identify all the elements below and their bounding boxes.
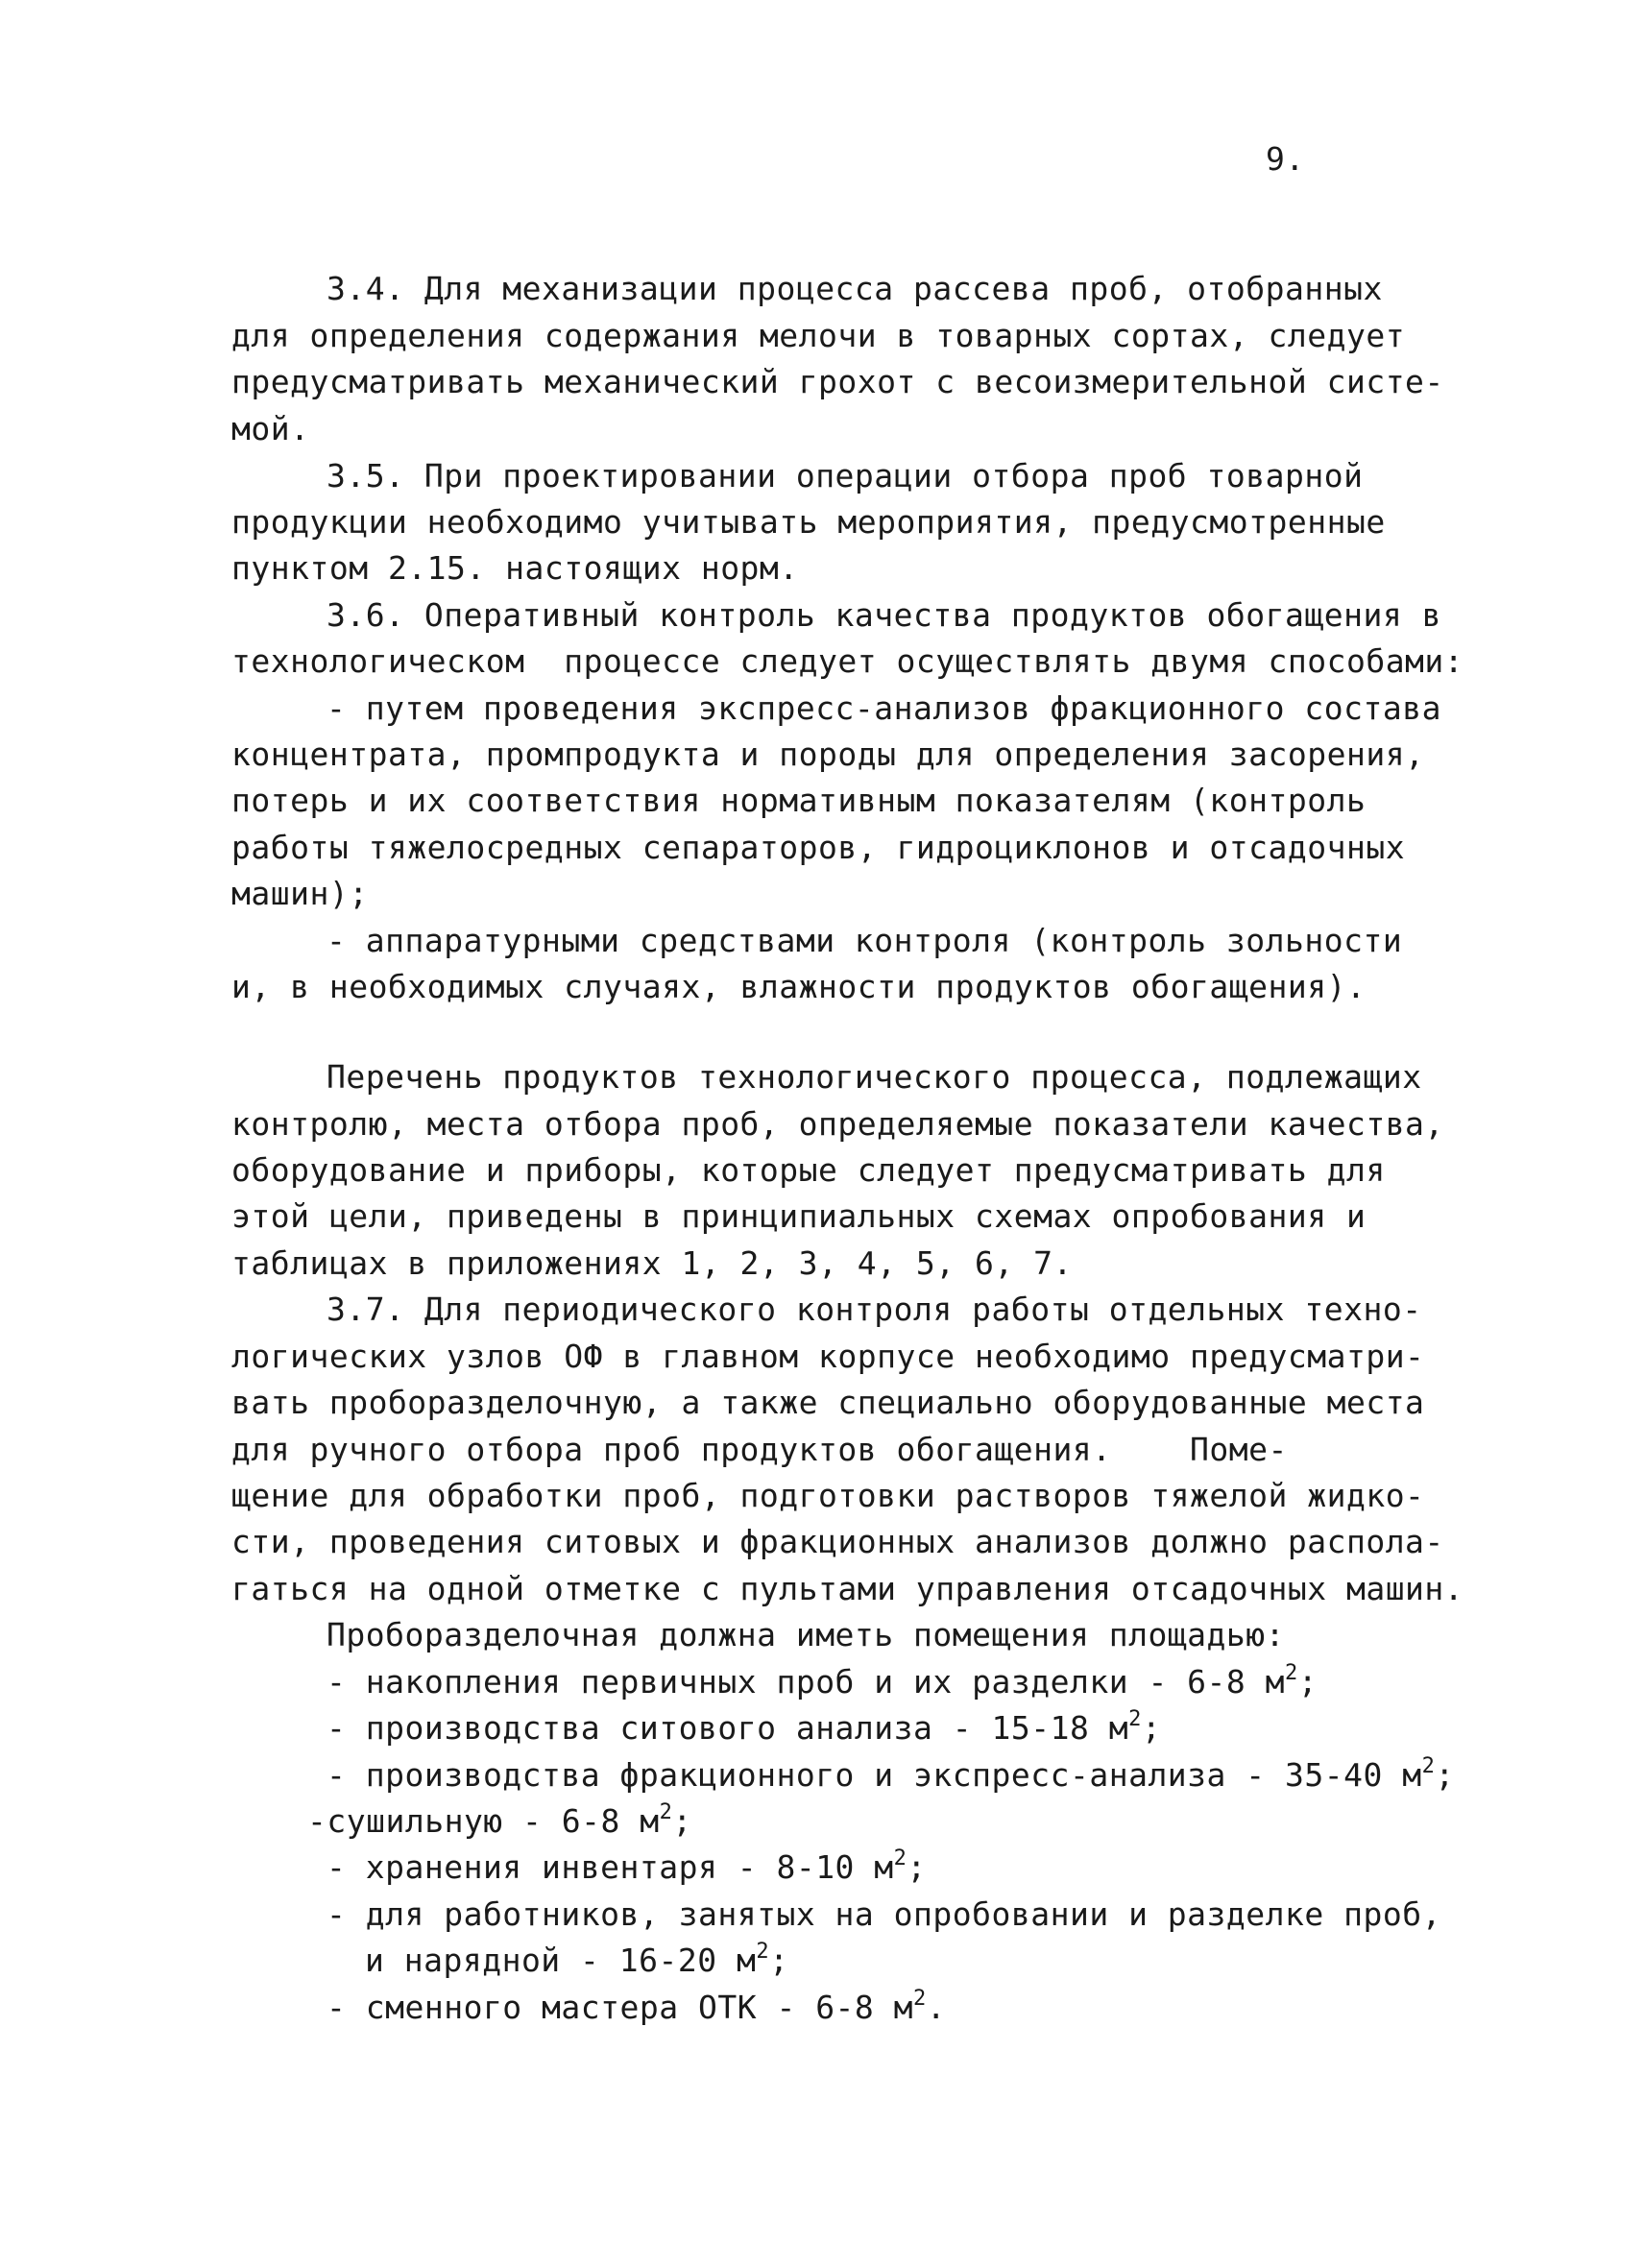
room-item: - производства ситового анализа - 15-18 $м^2$; [327,1707,1162,1747]
paragraph-line: работы тяжелосредных сепараторов, гидроциклонов и отсадочных [231,829,1406,866]
paragraph-line: 3.6. Оперативный контроль качества продуктов обогащения в [327,596,1441,634]
room-item: - производства фракционного и экспресс-анализа - 35-40 $м^2$; [327,1754,1455,1794]
paragraph-line: гаться на одной отметке с пультами управления отсадочных машин. [231,1570,1464,1607]
paragraph-line: машин); [231,875,369,912]
paragraph-line: этой цели, приведены в принципиальных схемах опробования и [231,1197,1367,1235]
paragraph-line: 3.4. Для механизации процесса рассева проб, отобранных [327,270,1383,307]
paragraph-line: сти, проведения ситовых и фракционных анализов должно распола- [231,1523,1444,1560]
paragraph-line: вать проборазделочную, а также специально оборудованные места [231,1384,1425,1421]
paragraph-line: предусматривать механический грохот с весоизмерительной систе- [231,363,1444,400]
paragraph-line: щение для обработки проб, подготовки растворов тяжелой жидко- [231,1477,1425,1514]
paragraph-line: - аппаратурными средствами контроля (контроль зольности [327,922,1403,959]
room-item: - хранения инвентаря - 8-10 $м^2$; [327,1846,927,1886]
paragraph-line: - путем проведения экспресс-анализов фракционного состава [327,689,1441,727]
paragraph-line: для ручного отбора проб продуктов обогащения. Поме- [231,1431,1288,1468]
room-item: -сушильную - 6-8 $м^2$; [307,1800,692,1840]
paragraph-line: логических узлов ОФ в главном корпусе необходимо предусматри- [231,1338,1425,1375]
paragraph-line: для определения содержания мелочи в товарных сортах, следует [231,317,1406,354]
paragraph-line: Перечень продуктов технологического процесса, подлежащих [327,1058,1422,1096]
paragraph-line: пунктом 2.15. настоящих норм. [231,549,799,587]
room-item: - накопления первичных проб и их разделки - 6-8 $м^2$; [327,1661,1318,1701]
paragraph-line: 3.7. Для периодического контроля работы отдельных техно- [327,1291,1422,1328]
paragraph-line: мой. [231,410,310,447]
page-number: 9. [1266,140,1305,178]
paragraph-line: 3.5. При проектировании операции отбора проб товарной [327,457,1364,495]
room-item: - для работников, занятых на опробовании и разделке проб, [327,1895,1441,1933]
room-item: и нарядной - 16-20 $м^2$; [365,1940,789,1979]
paragraph-line: потерь и их соответствия нормативным показателям (контроль [231,782,1367,819]
paragraph-line: концентрата, промпродукта и породы для определения засорения, [231,736,1425,773]
paragraph-line: и, в необходимых случаях, влажности продуктов обогащения). [231,968,1367,1005]
paragraph-line: Проборазделочная должна иметь помещения площадью: [327,1616,1286,1653]
room-item: - сменного мастера ОТК - 6-8 $м^2$. [327,1987,947,2026]
paragraph-line: продукции необходимо учитывать мероприятия, предусмотренные [231,503,1386,541]
paragraph-line: контролю, места отбора проб, определяемые показатели качества, [231,1105,1444,1143]
paragraph-line: таблицах в приложениях 1, 2, 3, 4, 5, 6, 7. [231,1244,1073,1282]
paragraph-line: технологическом процессе следует осуществлять двумя способами: [231,642,1464,680]
paragraph-line: оборудование и приборы, которые следует предусматривать для [231,1151,1386,1189]
